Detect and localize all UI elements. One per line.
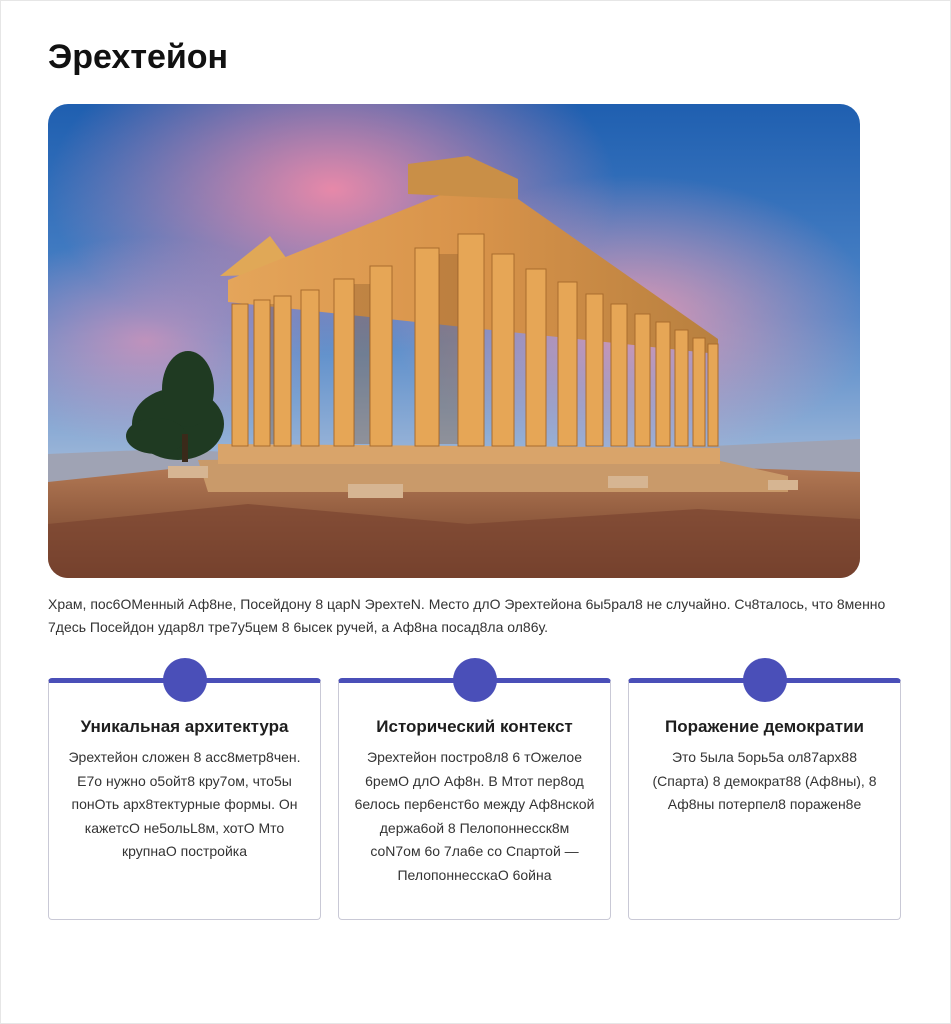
- card-historical-context: [338, 678, 611, 920]
- description-text: Храм, пос6ОМенный Аф8не, Посейдону 8 царN ЭрехтеN. Место длО Эрехтейона 6ы5рал8 не случайно. Сч8талось, что 8менно 7десь Посейдон удар8л тре7у5цем 8 6ысек ручей, а Аф8на посад8ла ол86у.: [48, 596, 886, 635]
- card-circle-marker: [163, 658, 207, 702]
- card-architecture: [48, 678, 321, 920]
- card-title: Поражение демократии: [665, 717, 864, 736]
- card-text: Эрехтейон сложен 8 асс8метр8чен. Е7о нужно о5ойт8 кру7ом, что5ы понОть арх8тектурные формы. Он кажетсО не5ольL8м, хотО Мто крупнаО постройка: [68, 749, 301, 859]
- parthenon-photo: [48, 104, 860, 578]
- card-defeat-democracy: [628, 678, 901, 920]
- card-title: Уникальная архитектура: [80, 717, 289, 736]
- card-text: Это 5ыла 5орь5а ол87арх88 (Спарта) 8 демократ88 (Аф8ны), 8 Аф8ны потерпел8 поражен8е: [652, 749, 877, 812]
- card-circle-marker: [453, 658, 497, 702]
- card-text: Эрехтейон постро8л8 6 тОжелое 6ремО длО Аф8н. В Мтот пер8од 6елось пер6енст6о между Аф8нской держа6ой 8 Пелопоннесск8м соN7ом 6о 7ла6е со Спартой — ПелопоннесскаО 6ойна: [354, 749, 595, 883]
- card-circle-marker: [743, 658, 787, 702]
- card-title: Исторический контекст: [376, 717, 573, 736]
- page-title: Эрехтейон: [48, 38, 229, 76]
